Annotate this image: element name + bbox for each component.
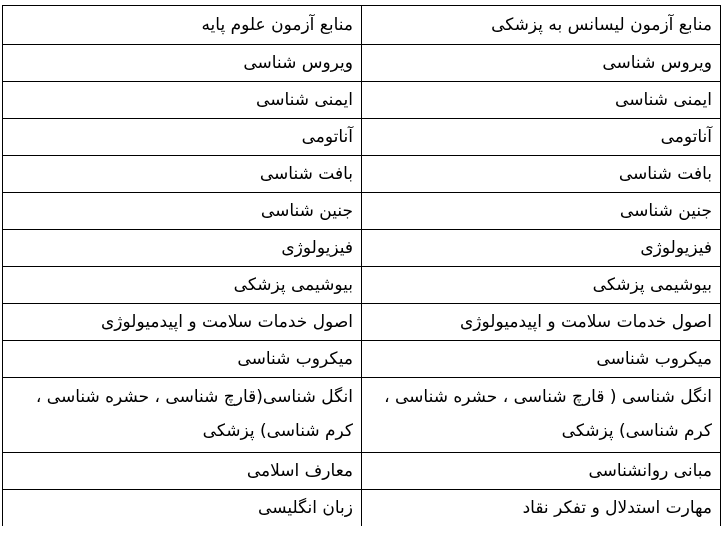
- table-row: [3, 230, 721, 267]
- table-cell: میکروب شناسی: [3, 341, 362, 378]
- table-cell: جنین شناسی: [362, 193, 721, 230]
- header-medicine-exam-resources: منابع آزمون لیسانس به پزشکی: [362, 6, 721, 45]
- table-cell: میکروب شناسی: [362, 341, 721, 378]
- table-cell: جنین شناسی: [3, 193, 362, 230]
- table-cell: اصول خدمات سلامت و اپیدمیولوژی: [362, 304, 721, 341]
- table-row: [3, 193, 721, 230]
- table-row: [3, 267, 721, 304]
- table-cell: ایمنی شناسی: [362, 82, 721, 119]
- table-cell: فیزیولوژی: [3, 230, 362, 267]
- table-row: [3, 453, 721, 490]
- table-cell: زبان انگلیسی: [3, 490, 362, 527]
- table-cell: بیوشیمی پزشکی: [362, 267, 721, 304]
- table-cell: معارف اسلامی: [3, 453, 362, 490]
- table-cell: ایمنی شناسی: [3, 82, 362, 119]
- table-header-row: [3, 6, 721, 45]
- table-row: [3, 45, 721, 82]
- table-cell: آناتومی: [3, 119, 362, 156]
- table-row: [3, 378, 721, 453]
- table-cell: انگل شناسی ( قارچ شناسی ، حشره شناسی ، کرم شناسی) پزشکی: [362, 378, 721, 453]
- table-cell: مهارت استدلال و تفکر نقاد: [362, 490, 721, 527]
- table-row: [3, 156, 721, 193]
- table-row: [3, 119, 721, 156]
- exam-resources-table: [2, 5, 721, 526]
- table-cell: بافت شناسی: [362, 156, 721, 193]
- table-cell: بافت شناسی: [3, 156, 362, 193]
- table-cell: ویروس شناسی: [362, 45, 721, 82]
- table-cell: بیوشیمی پزشکی: [3, 267, 362, 304]
- table-cell: اصول خدمات سلامت و اپیدمیولوژی: [3, 304, 362, 341]
- header-basic-sciences-exam-resources: منابع آزمون علوم پایه: [3, 6, 362, 45]
- table-row: [3, 490, 721, 527]
- table-cell: ویروس شناسی: [3, 45, 362, 82]
- table-cell: انگل شناسی(قارچ شناسی ، حشره شناسی ، کرم شناسی) پزشکی: [3, 378, 362, 453]
- table-row: [3, 304, 721, 341]
- table-cell: آناتومی: [362, 119, 721, 156]
- table-row: [3, 82, 721, 119]
- table-cell: مبانی روانشناسی: [362, 453, 721, 490]
- table-cell: فیزیولوژی: [362, 230, 721, 267]
- table-row: [3, 341, 721, 378]
